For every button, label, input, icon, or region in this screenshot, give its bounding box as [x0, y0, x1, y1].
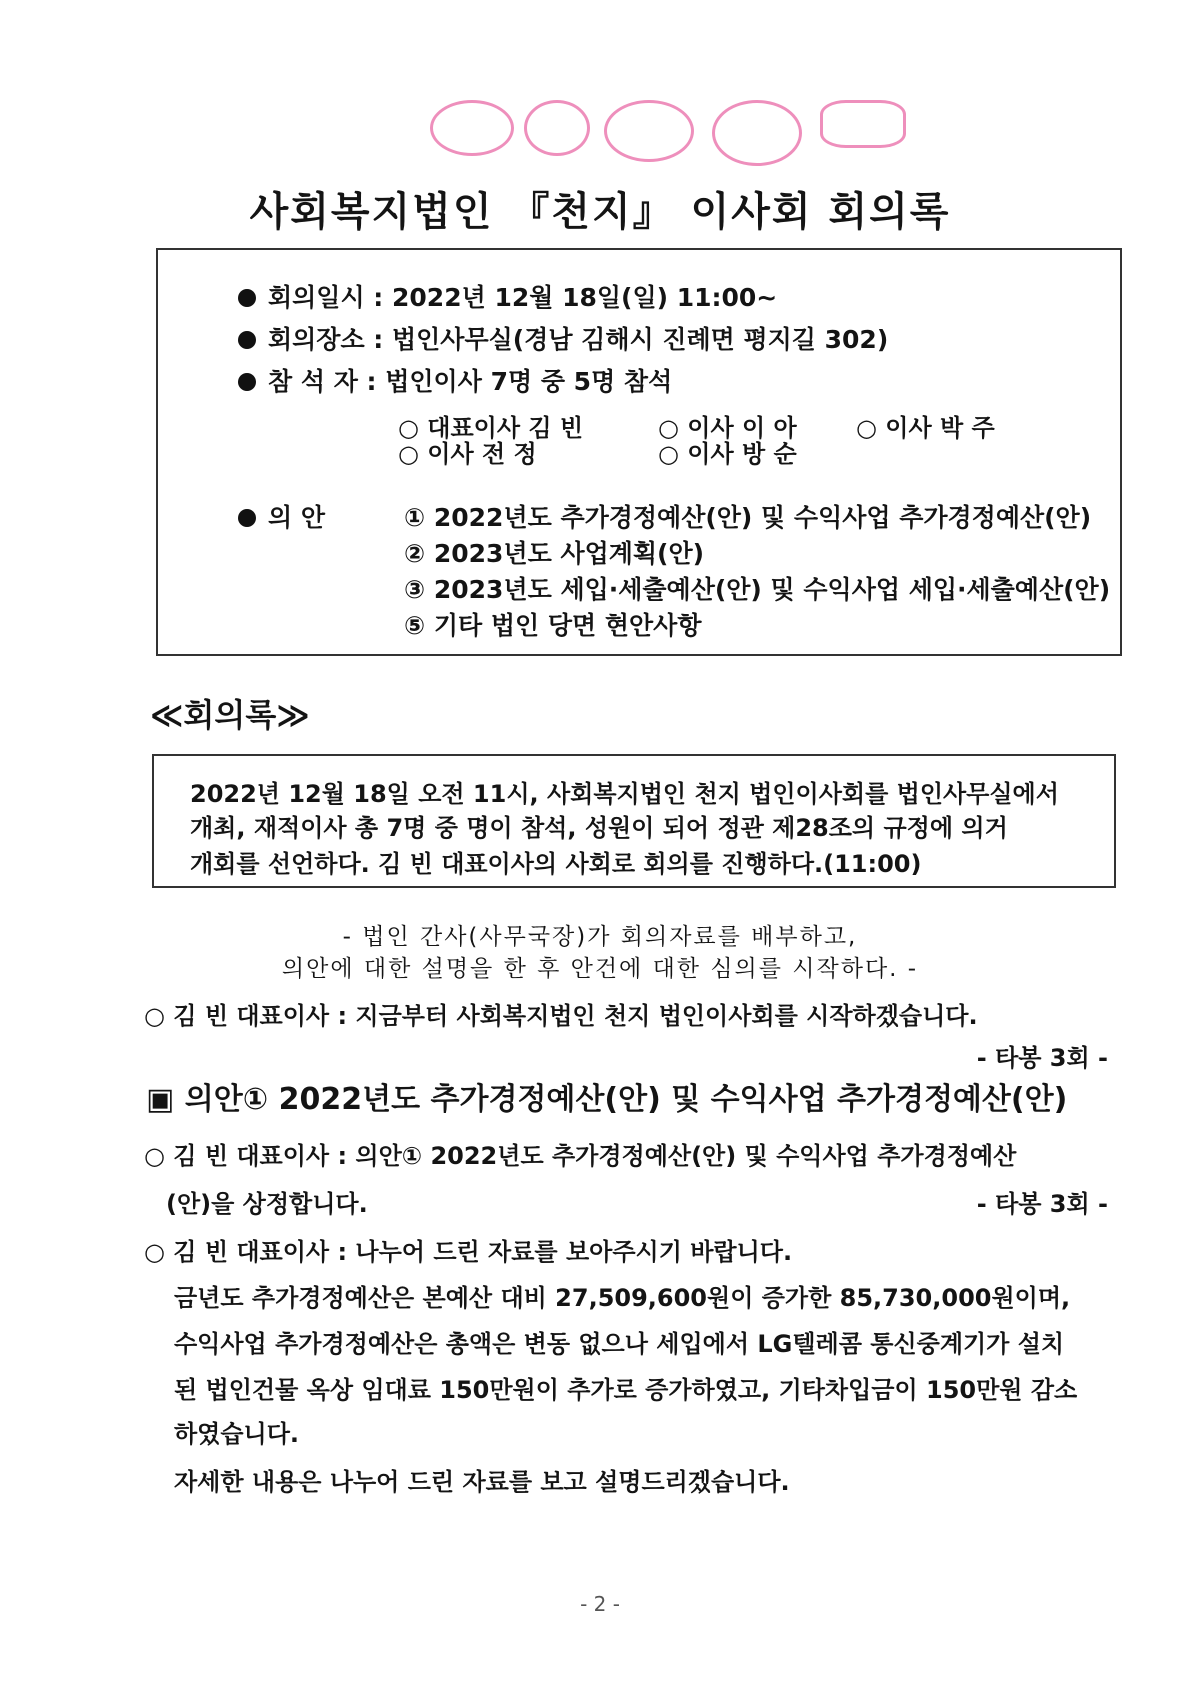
seal-stamp-5 — [820, 100, 906, 148]
page-title: 사회복지법인 『천지』 이사회 회의록 — [249, 189, 951, 235]
opening-line: 2022년 12월 18일 오전 11시, 사회복지법인 천지 법인이사회를 법인사무실에서 — [190, 780, 1059, 808]
explanation-line: 자세한 내용은 나누어 드린 자료를 보고 설명드리겠습니다. — [174, 1468, 790, 1496]
page-number: - 2 - — [580, 1592, 620, 1616]
statement-line: ○ 김 빈 대표이사 : 나누어 드린 자료를 보아주시기 바랍니다. — [144, 1238, 793, 1266]
meeting-place — [238, 320, 888, 356]
meeting-date-text: 회의일시 : 2022년 12월 18일(일) 11:00~ — [268, 283, 778, 312]
statement-line: (안)을 상정합니다. — [166, 1190, 368, 1218]
agenda-item: ③ 2023년도 세입·세출예산(안) 및 수익사업 세입·세출예산(안) — [404, 575, 1111, 604]
opening-line: 개회를 선언하다. 김 빈 대표이사의 사회로 회의를 진행하다.(11:00) — [190, 850, 922, 878]
seal-stamp-2 — [524, 100, 590, 156]
attendee-item: ○ 이사 이 아 — [658, 414, 797, 442]
statement-line: ○ 김 빈 대표이사 : 지금부터 사회복지법인 천지 법인이사회를 시작하겠습니다. — [144, 1002, 978, 1030]
bullet-icon — [238, 509, 256, 527]
attendee-item: ○ 이사 방 순 — [658, 440, 797, 468]
meeting-attendees — [238, 362, 672, 398]
gavel-note: - 타봉 3회 - — [976, 1190, 1108, 1218]
explanation-line: 금년도 추가경정예산은 본예산 대비 27,509,600원이 증가한 85,730,000원이며, — [174, 1284, 1071, 1312]
bullet-icon — [238, 331, 256, 349]
notice-line: - 법인 간사(사무국장)가 회의자료를 배부하고, — [342, 924, 858, 950]
bullet-icon — [238, 289, 256, 307]
agenda-label — [238, 498, 325, 534]
attendee-item: ○ 이사 박 주 — [856, 414, 995, 442]
explanation-line: 수익사업 추가경정예산은 총액은 변동 없으나 세입에서 LG텔레콤 통신중계기가 설치 — [174, 1330, 1065, 1358]
agenda-item: ① 2022년도 추가경정예산(안) 및 수익사업 추가경정예산(안) — [404, 503, 1092, 532]
attendee-item: ○ 이사 전 정 — [398, 440, 537, 468]
opening-line: 개최, 재적이사 총 7명 중 명이 참석, 성원이 되어 정관 제28조의 규정에 의거 — [190, 814, 1008, 842]
bullet-icon — [238, 373, 256, 391]
seal-stamp-4 — [712, 100, 802, 166]
explanation-line: 하였습니다. — [174, 1420, 300, 1448]
agenda-item-title: ▣ 의안① 2022년도 추가경정예산(안) 및 수익사업 추가경정예산(안) — [146, 1082, 1068, 1117]
explanation-line: 된 법인건물 옥상 임대료 150만원이 추가로 증가하였고, 기타차입금이 150만원 감소 — [174, 1376, 1078, 1404]
gavel-note: - 타봉 3회 - — [976, 1044, 1108, 1072]
statement-line: ○ 김 빈 대표이사 : 의안① 2022년도 추가경정예산(안) 및 수익사업 추가경정예산 — [144, 1142, 1017, 1170]
notice-line: 의안에 대한 설명을 한 후 안건에 대한 심의를 시작하다. - — [281, 956, 919, 982]
meeting-date — [238, 278, 777, 314]
agenda-label-text: 의 안 — [268, 503, 326, 532]
meeting-attendees-text: 참 석 자 : 법인이사 7명 중 5명 참석 — [268, 367, 673, 396]
attendee-item: ○ 대표이사 김 빈 — [398, 414, 584, 442]
agenda-item: ② 2023년도 사업계획(안) — [404, 539, 705, 568]
meeting-place-text: 회의장소 : 법인사무실(경남 김해시 진례면 평지길 302) — [268, 325, 889, 354]
seal-stamp-3 — [604, 100, 694, 162]
minutes-heading: ≪회의록≫ — [150, 696, 310, 734]
opening-box — [152, 754, 1116, 888]
seal-stamps — [420, 100, 940, 180]
meeting-summary-box — [156, 248, 1122, 656]
seal-stamp-1 — [430, 100, 514, 156]
agenda-item: ⑤ 기타 법인 당면 현안사항 — [404, 611, 702, 640]
